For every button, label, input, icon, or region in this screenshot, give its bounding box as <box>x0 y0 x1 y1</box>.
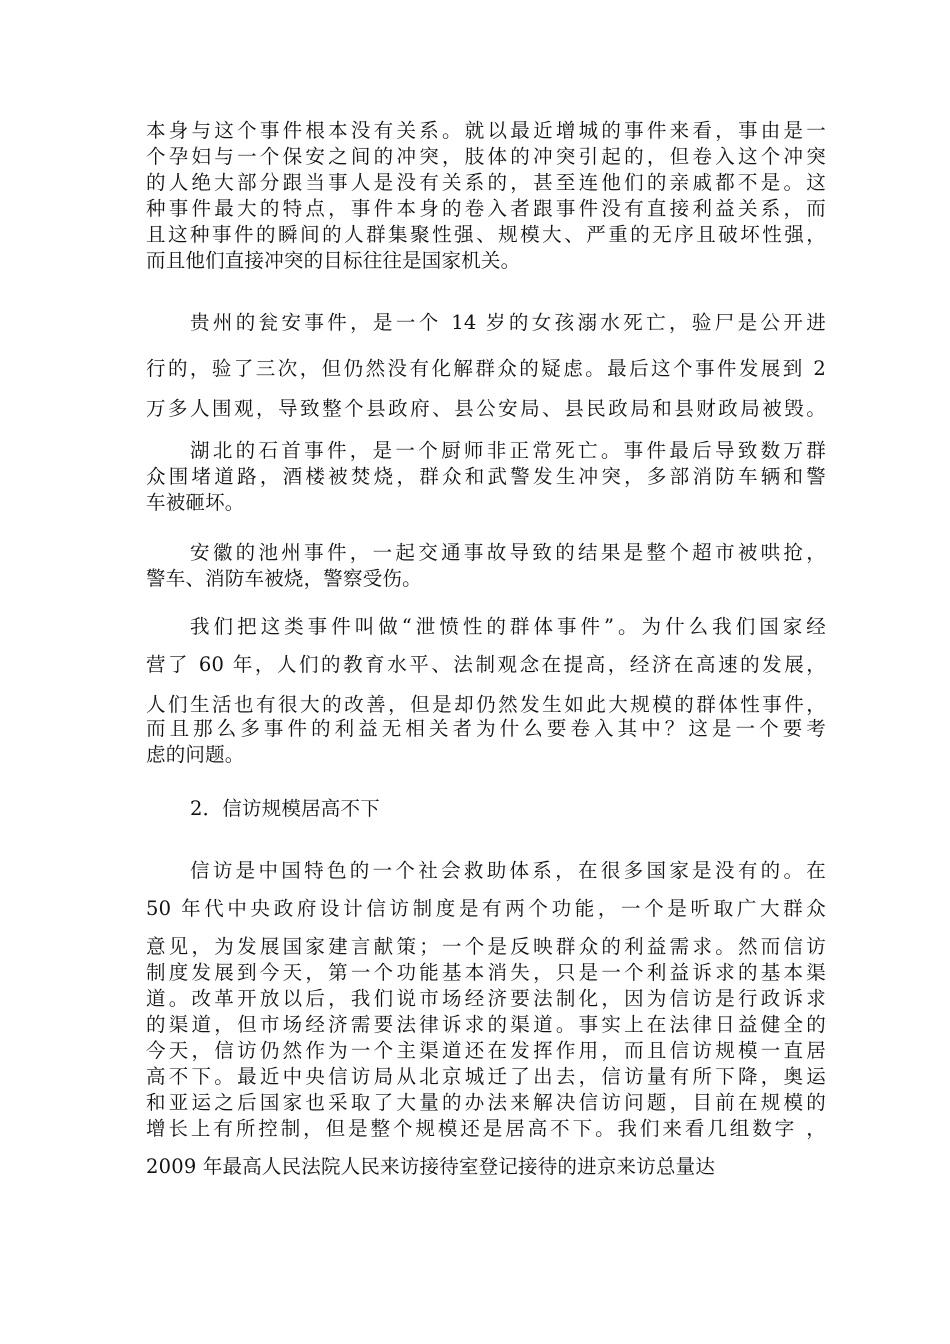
text-line: 安徽的池州事件，一起交通事故导致的结果是整个超市被哄抢， <box>190 541 826 564</box>
text-line: 意见，为发展国家建言献策；一个是反映群众的利益需求。然而信访 <box>146 935 826 958</box>
text-line: 信访是中国特色的一个社会救助体系，在很多国家是没有的。在 <box>190 859 826 882</box>
text-line: 今天，信访仍然作为一个主渠道还在发挥作用，而且信访规模一直居 <box>146 1039 826 1062</box>
text-line: 万多人围观，导致整个县政府、县公安局、县民政局和县财政局被毁。 <box>146 397 826 420</box>
text-line: 贵州的瓮安事件，是一个 14 岁的女孩溺水死亡，验尸是公开进 <box>190 311 826 334</box>
text-line: 警车、消防车被烧，警察受伤。 <box>146 567 422 590</box>
text-line: 湖北的石首事件，是一个厨师非正常死亡。事件最后导致数万群 <box>190 439 826 462</box>
text-line: 我们把这类事件叫做“泄愤性的群体事件”。为什么我们国家经 <box>190 615 826 638</box>
text-line: 车被砸坏。 <box>146 491 245 514</box>
text-line: 人们生活也有很大的改善，但是却仍然发生如此大规模的群体性事件， <box>146 693 826 716</box>
text-line: 个孕妇与一个保安之间的冲突，肢体的冲突引起的，但卷入这个冲突 <box>146 145 826 168</box>
section-heading: 2．信访规模居高不下 <box>190 797 380 820</box>
text-line: 50 年代中央政府设计信访制度是有两个功能，一个是听取广大群众 <box>146 897 826 920</box>
text-line: 增长上有所控制，但是整个规模还是居高不下。我们来看几组数字 ， <box>146 1117 826 1140</box>
text-line: 而且他们直接冲突的目标往往是国家机关。 <box>146 249 521 272</box>
text-line: 众围堵道路，酒楼被焚烧，群众和武警发生冲突，多部消防车辆和警 <box>146 465 826 488</box>
text-line: 本身与这个事件根本没有关系。就以最近增城的事件来看，事由是一 <box>146 119 826 142</box>
text-line: 的人绝大部分跟当事人是没有关系的，甚至连他们的亲戚都不是。这 <box>146 171 826 194</box>
text-line: 和亚运之后国家也采取了大量的办法来解决信访问题，目前在规模的 <box>146 1091 826 1114</box>
text-line: 种事件最大的特点，事件本身的卷入者跟事件没有直接利益关系，而 <box>146 197 826 220</box>
text-line: 2009 年最高人民法院人民来访接待室登记接待的进京来访总量达 <box>146 1155 716 1178</box>
text-line: 虑的问题。 <box>146 743 245 766</box>
text-line: 高不下。最近中央信访局从北京城迁了出去，信访量有所下降，奥运 <box>146 1065 826 1088</box>
text-line: 的渠道，但市场经济需要法律诉求的渠道。事实上在法律日益健全的 <box>146 1013 826 1036</box>
text-line: 道。改革开放以后，我们说市场经济要法制化，因为信访是行政诉求 <box>146 987 826 1010</box>
text-line: 且这种事件的瞬间的人群集聚性强、规模大、严重的无序且破坏性强， <box>146 223 826 246</box>
text-line: 而且那么多事件的利益无相关者为什么要卷入其中？这是一个要考 <box>146 717 826 740</box>
text-line: 行的，验了三次，但仍然没有化解群众的疑虑。最后这个事件发展到 2 <box>146 357 826 380</box>
text-line: 营了 60 年，人们的教育水平、法制观念在提高，经济在高速的发展， <box>146 653 826 676</box>
text-line: 制度发展到今天，第一个功能基本消失，只是一个利益诉求的基本渠 <box>146 961 826 984</box>
